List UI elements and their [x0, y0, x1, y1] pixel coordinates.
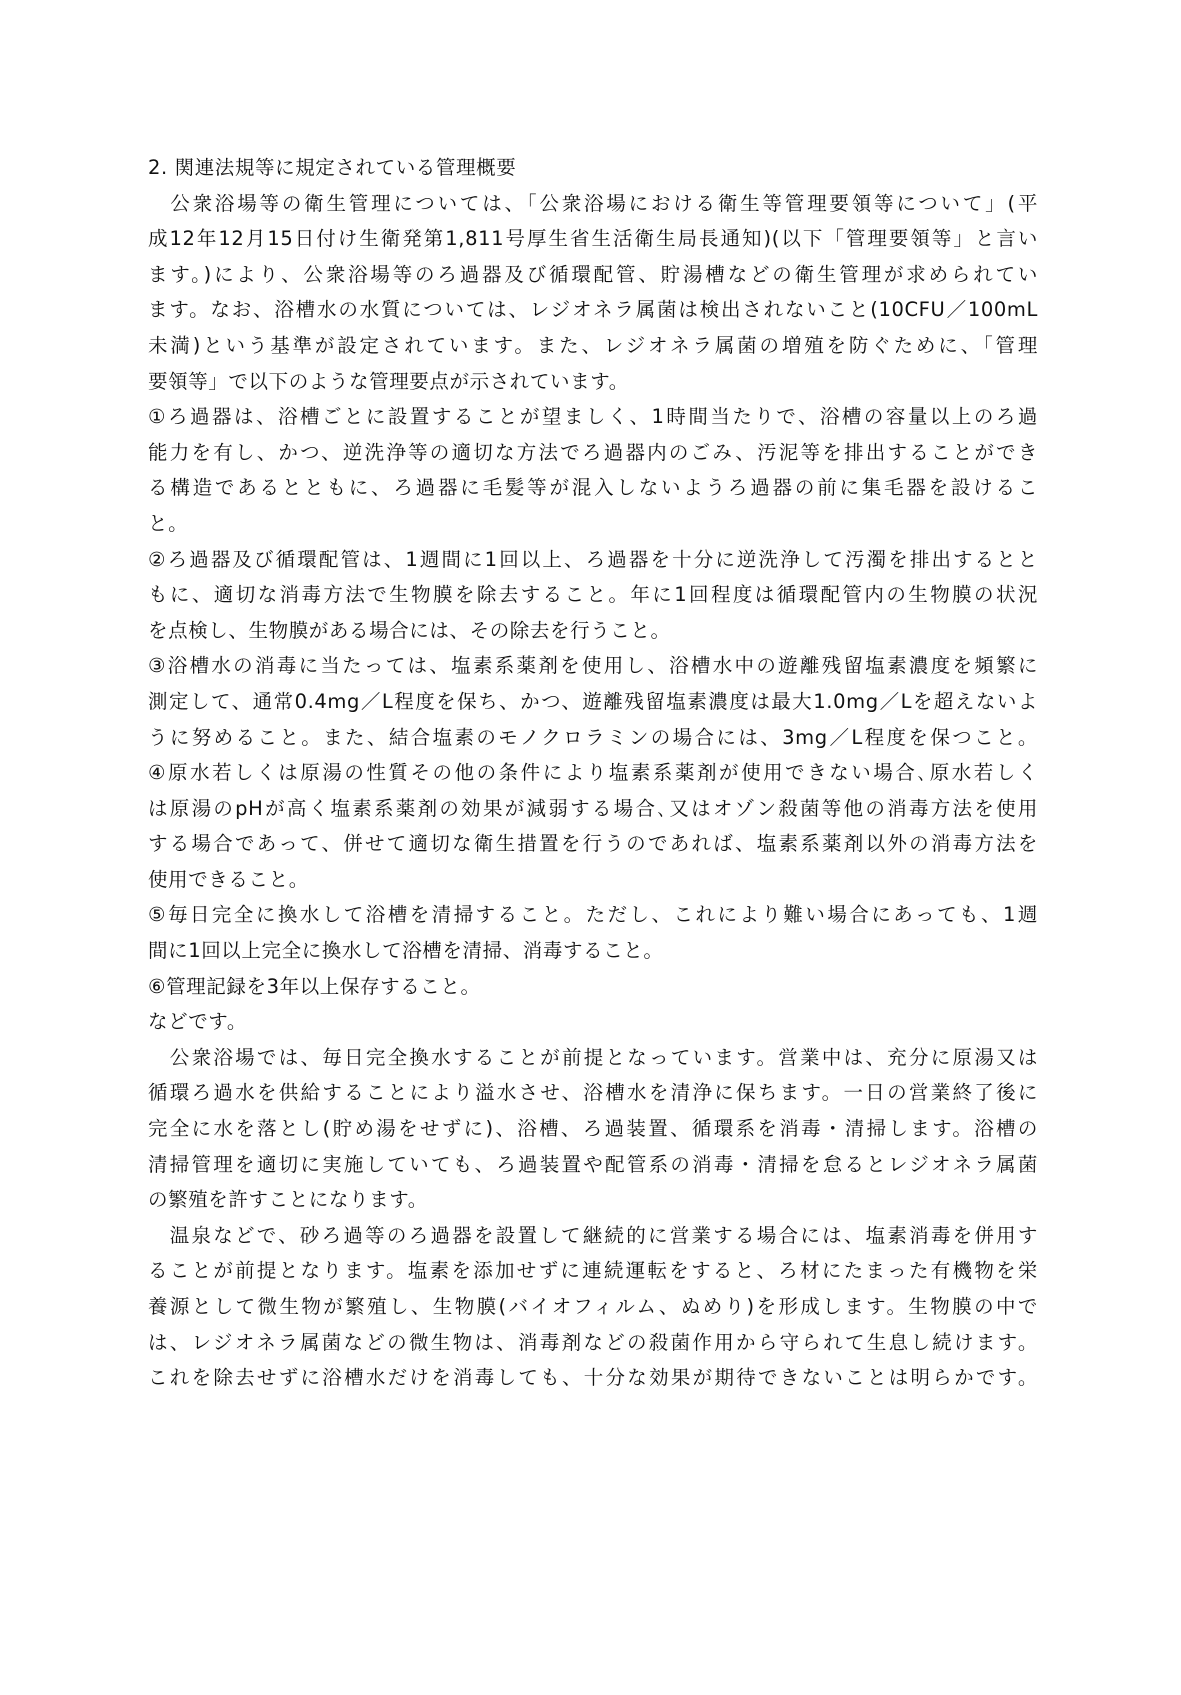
text-line: は原湯のpHが高く塩素系薬剤の効果が減弱する場合､又はオゾン殺菌等他の消毒方法を使用 — [148, 796, 1038, 820]
text-line: 温泉などで、砂ろ過等のろ過器を設置して継続的に営業する場合には、塩素消毒を併用す — [148, 1223, 1038, 1247]
text-line: 要領等」で以下のような管理要点が示されています。 — [148, 369, 629, 393]
section-heading: 2. 関連法規等に規定されている管理概要 — [148, 156, 517, 179]
text-line: ます。なお、浴槽水の水質については、レジオネラ属菌は検出されないこと(10CFU／100mL — [148, 298, 1038, 322]
text-line: 公衆浴場では、毎日完全換水することが前提となっています。営業中は、充分に原湯又は — [148, 1045, 1038, 1069]
text-line: 清掃管理を適切に実施していても、ろ過装置や配管系の消毒・清掃を怠るとレジオネラ属菌 — [148, 1152, 1038, 1176]
text-line: などです。 — [148, 1010, 247, 1034]
text-line: ①ろ過器は、浴槽ごとに設置することが望ましく、1時間当たりで、浴槽の容量以上のろ過 — [148, 405, 1038, 429]
text-line: を点検し、生物膜がある場合には、その除去を行うこと。 — [148, 618, 671, 642]
text-line: ます。)により、公衆浴場等のろ過器及び循環配管、貯湯槽などの衛生管理が求められてい — [148, 262, 1038, 286]
text-line: 完全に水を落とし(貯め湯をせずに)、浴槽、ろ過装置、循環系を消毒・清掃します。浴槽の — [148, 1117, 1038, 1141]
text-line: 能力を有し、かつ、逆洗浄等の適切な方法でろ過器内のごみ、汚泥等を排出することができ — [148, 440, 1038, 464]
text-line: 間に1回以上完全に換水して浴槽を清掃、消毒すること。 — [148, 939, 664, 963]
text-line: する場合であって、併せて適切な衛生措置を行うのであれば、塩素系薬剤以外の消毒方法を — [148, 832, 1038, 856]
text-line: ④原水若しくは原湯の性質その他の条件により塩素系薬剤が使用できない場合､原水若しく — [148, 761, 1038, 785]
text-line: ることが前提となります。塩素を添加せずに連続運転をすると、ろ材にたまった有機物を栄 — [148, 1259, 1038, 1283]
text-line: は、レジオネラ属菌などの微生物は、消毒剤などの殺菌作用から守られて生息し続けます。 — [148, 1330, 1038, 1354]
text-line: 成12年12月15日付け生衛発第1,811号厚生省生活衛生局長通知)(以下「管理要領等」と言い — [148, 227, 1038, 251]
text-line: 使用できること。 — [148, 867, 309, 891]
text-line: ③浴槽水の消毒に当たっては、塩素系薬剤を使用し、浴槽水中の遊離残留塩素濃度を頻繁に — [148, 654, 1038, 678]
text-line: ②ろ過器及び循環配管は、1週間に1回以上、ろ過器を十分に逆洗浄して汚濁を排出するとと — [148, 547, 1038, 571]
text-line: 測定して、通常0.4mg／L程度を保ち、かつ、遊離残留塩素濃度は最大1.0mg／Lを超えないよ — [148, 689, 1038, 713]
document-body — [148, 186, 1038, 1396]
text-line: と。 — [148, 511, 189, 535]
text-line: 公衆浴場等の衛生管理については、「公衆浴場における衛生等管理要領等について」(平 — [148, 191, 1038, 215]
document-page — [148, 150, 1038, 1396]
text-line: ⑤毎日完全に換水して浴槽を清掃すること。ただし、これにより難い場合にあっても、1週 — [148, 903, 1038, 927]
text-line: の繁殖を許すことになります。 — [148, 1188, 428, 1212]
text-line: これを除去せずに浴槽水だけを消毒しても、十分な効果が期待できないことは明らかです。 — [148, 1366, 1038, 1390]
text-line: ⑥管理記録を3年以上保存すること。 — [148, 974, 481, 998]
text-line: 未満)という基準が設定されています。また、レジオネラ属菌の増殖を防ぐために、「管理 — [148, 333, 1038, 357]
text-line: 循環ろ過水を供給することにより溢水させ、浴槽水を清浄に保ちます。一日の営業終了後に — [148, 1081, 1038, 1105]
text-line: うに努めること。また、結合塩素のモノクロラミンの場合には、3mg／L程度を保つこと。 — [148, 725, 1038, 749]
text-line: 養源として微生物が繁殖し、生物膜(バイオフィルム、ぬめり)を形成します。生物膜の中で — [148, 1295, 1038, 1318]
text-line: る構造であるとともに、ろ過器に毛髪等が混入しないようろ過器の前に集毛器を設けるこ — [148, 476, 1038, 500]
text-line: もに、適切な消毒方法で生物膜を除去すること。年に1回程度は循環配管内の生物膜の状況 — [148, 583, 1038, 607]
